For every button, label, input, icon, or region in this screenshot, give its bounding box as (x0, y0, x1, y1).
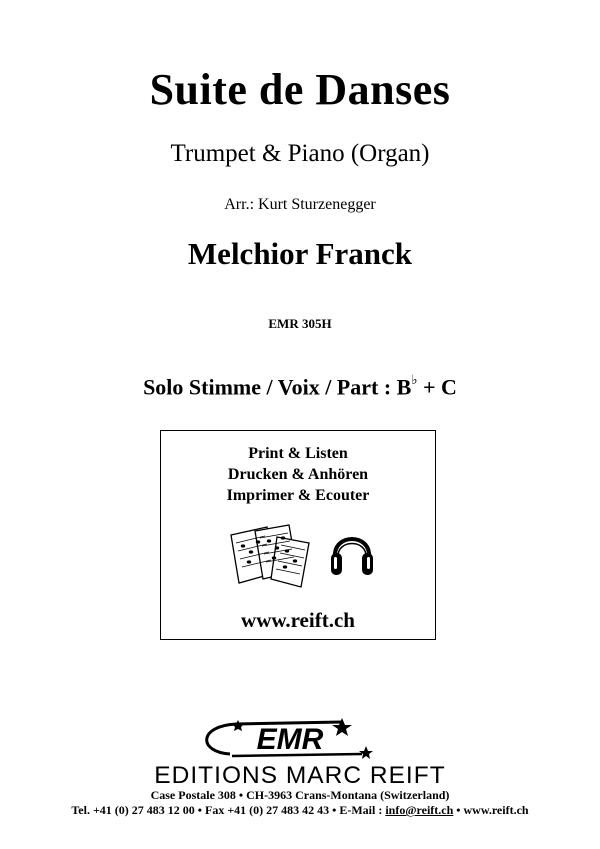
contact-phone-fax: Tel. +41 (0) 27 483 12 00 • Fax +41 (0) 27 483 42 43 • E-Mail : (71, 803, 386, 817)
emr-logo (192, 718, 382, 762)
email-link[interactable]: info@reift.ch (385, 803, 454, 817)
part-prefix: Solo Stimme / Voix / Part : B (143, 374, 412, 400)
composer: Melchior Franck (187, 236, 413, 271)
print-listen-box (160, 430, 436, 640)
publisher-address: Case Postale 308 • CH-3963 Crans-Montana (Switzerland) (150, 788, 450, 802)
promo-line-en: Print & Listen (248, 445, 348, 462)
publisher-contact (0, 803, 600, 818)
promo-line-de: Drucken & Anhören (227, 466, 369, 483)
arranger: Arr.: Kurt Sturzenegger (224, 196, 376, 213)
catalog-number: EMR 305H (268, 316, 332, 331)
part-designation (0, 374, 600, 400)
part-suffix: + C (417, 374, 457, 400)
promo-line-fr: Imprimer & Ecouter (226, 487, 370, 504)
publisher-name: EDITIONS MARC REIFT (154, 762, 446, 789)
sheet-music-icon (227, 521, 317, 591)
logo-text: EMR (256, 723, 324, 756)
promo-url[interactable]: www.reift.ch (241, 608, 355, 632)
score-title: Suite de Danses (149, 65, 451, 114)
flat-sign: ♭ (411, 372, 418, 387)
contact-website[interactable]: • www.reift.ch (453, 803, 529, 817)
headphones-icon (329, 523, 375, 579)
instrumentation: Trumpet & Piano (Organ) (170, 140, 430, 167)
